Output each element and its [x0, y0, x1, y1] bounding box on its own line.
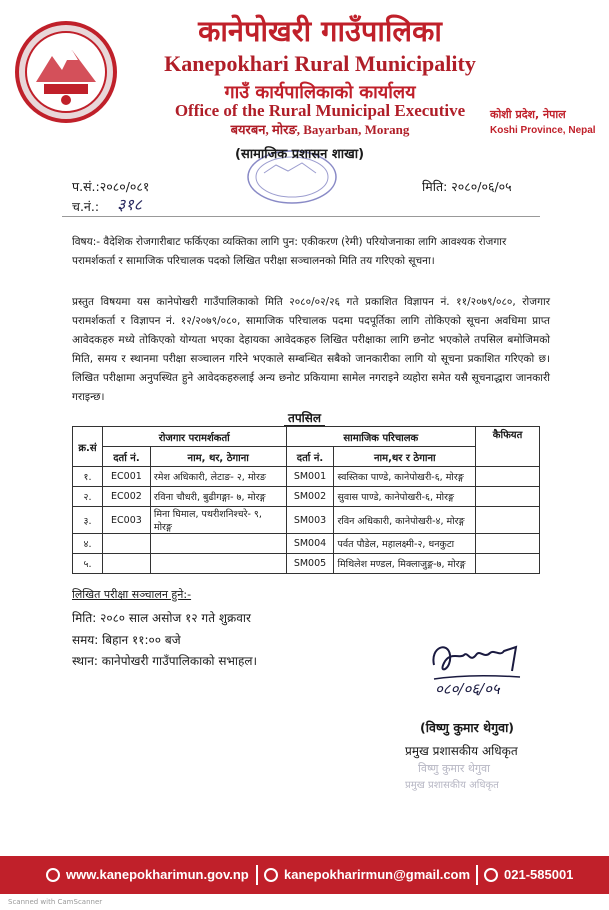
row-name2: पर्वत पौडेल, महालक्ष्मी-२, धनकुटा — [334, 534, 476, 554]
candidates-table — [72, 426, 540, 574]
mail-icon — [264, 868, 278, 882]
table-row — [73, 487, 540, 507]
row-reg2: SM003 — [286, 507, 334, 534]
row-name1 — [150, 554, 286, 574]
header-name-address: नाम, थर, ठेगाना — [150, 447, 286, 467]
phone-text: 021-585001 — [504, 867, 574, 882]
row-name2: स्वस्तिका पाण्डे, कानेपोखरी-६, मोरङ्ग — [334, 467, 476, 487]
office-name-nepali: गाउँ कार्यपालिकाको कार्यालय — [224, 82, 416, 103]
header-social-mobilizer: सामाजिक परिचालक — [286, 427, 476, 447]
row-reg1: EC001 — [102, 467, 150, 487]
header-employment-counselor: रोजगार परामर्शकर्ता — [102, 427, 286, 447]
row-name2: रविन अधिकारी, कानेपोखरी-४, मोरङ्ग — [334, 507, 476, 534]
exam-date: मिति: २०८० साल असोज १२ गते शुक्रवार — [72, 611, 251, 625]
row-remarks — [476, 487, 540, 507]
row-remarks — [476, 507, 540, 534]
table-row — [73, 534, 540, 554]
signatory-stamp-name: विष्णु कुमार थेगुवा — [418, 762, 491, 775]
row-reg1: EC003 — [102, 507, 150, 534]
row-name2: मिथिलेश मण्डल, मिक्लाजुङ्ग-७, मोरङ्ग — [334, 554, 476, 574]
notice-body: प्रस्तुत विषयमा यस कानेपोखरी गाउँपालिकाको मिति २०८०/०२/२६ गते प्रकाशित विज्ञापन नं. ११/२०७९/०८०, रोजगार परामर्शकर्ता र विज्ञापन नं. १२/२०७९/०८०, सामाजिक परिचालक पदमा पदपूर्तिका लागि तोकिएको सूचना अवधिमा प्राप्त आवेदकहरु मध्ये तोकिएको योग्यता भएका देहायका आवेदकहरु लिखित परीक्षाका लागि छनोट भएकोले तपसिल बमोजिमको मिति, समय र स्थानमा परीक्षा सञ्चालन गरिने भएकाले सम्बन्धित सबैको जानकारीका लागि यो सूचना प्रकाशित गरिएको छ। लिखित परीक्षामा अनुपस्थित हुने आवेदकहरुलाई अन्य छनोट प्रकियामा सामेल नगराइने व्यहोरा समेत यसै सूचनाद्धारा जानकारी गराइन्छ। — [72, 296, 550, 403]
municipality-emblem — [14, 20, 118, 124]
row-reg1 — [102, 534, 150, 554]
globe-icon — [46, 868, 60, 882]
row-sn: ३. — [73, 507, 103, 534]
exam-time: समय: बिहान ११:०० बजे — [72, 633, 181, 647]
table-row — [73, 507, 540, 534]
row-sn: १. — [73, 467, 103, 487]
signatory-role: प्रमुख प्रशासकीय अधिकृत — [405, 744, 518, 758]
subject: विषय:- वैदेशिक रोजगारीबाट फर्किएका व्यक्तिका लागि पुन: एकीकरण (रेमी) परियोजनाका लागि आवश्यक रोजगार परामर्शकर्ता र सामाजिक परिचालक पदको लिखित परीक्षा सञ्चालनको मिति तय गरिएको सूचना। — [72, 236, 507, 267]
header-remarks: कैफियत — [476, 427, 540, 467]
website-text: www.kanepokharimun.gov.np — [66, 867, 249, 882]
exam-schedule-title: लिखित परीक्षा सञ्चालन हुने:- — [72, 588, 192, 601]
row-remarks — [476, 534, 540, 554]
dispatch-number-label: च.नं.: — [72, 199, 100, 214]
dispatch-number-handwritten: ३१८ — [117, 195, 142, 214]
table-heading: तपसिल — [287, 411, 321, 425]
signature-date: ०८०/०६/०५ — [435, 680, 500, 698]
row-name2: सुवास पाण्डे, कानेपोखरी-६, मोरङ्ग — [334, 487, 476, 507]
row-remarks — [476, 554, 540, 574]
signatory-name: (विष्णु कुमार थेगुवा) — [420, 720, 515, 735]
row-sn: ४. — [73, 534, 103, 554]
footer-website[interactable] — [46, 867, 249, 882]
row-reg2: SM002 — [286, 487, 334, 507]
row-reg1: EC002 — [102, 487, 150, 507]
divider — [62, 216, 540, 217]
exam-venue: स्थान: कानेपोखरी गाउँपालिकाको सभाहल। — [72, 654, 258, 668]
row-reg1 — [102, 554, 150, 574]
municipality-name-nepali: कानेपोखरी गाउँपालिका — [198, 14, 442, 48]
row-sn: २. — [73, 487, 103, 507]
row-reg2: SM005 — [286, 554, 334, 574]
table-row — [73, 554, 540, 574]
header-name-address: नाम,थर र ठेगाना — [334, 447, 476, 467]
row-name1: मिना घिमाल, पथरीशनिश्चरे- ९, मोरङ्ग — [150, 507, 286, 534]
phone-icon — [484, 868, 498, 882]
header-sn: क्र.सं — [73, 427, 103, 467]
footer-email[interactable] — [264, 867, 470, 882]
row-name1: रमेश अधिकारी, लेटाङ- २, मोरङ — [150, 467, 286, 487]
footer-separator — [476, 865, 478, 885]
row-remarks — [476, 467, 540, 487]
letter-date: मिति: २०८०/०६/०५ — [422, 179, 512, 194]
row-reg2: SM001 — [286, 467, 334, 487]
row-reg2: SM004 — [286, 534, 334, 554]
office-address: बयरबन, मोरङ, Bayarban, Morang — [230, 122, 410, 137]
municipality-name-english: Kanepokhari Rural Municipality — [164, 51, 476, 76]
email-text: kanepokharirmun@gmail.com — [284, 867, 471, 882]
header-reg-no: दर्ता नं. — [286, 447, 334, 467]
footer-phone[interactable] — [484, 867, 573, 882]
header-reg-no: दर्ता नं. — [102, 447, 150, 467]
row-name1 — [150, 534, 286, 554]
row-sn: ५. — [73, 554, 103, 574]
signatory-stamp-role: प्रमुख प्रशासकीय अधिकृत — [405, 780, 499, 791]
row-name1: रविना चौधरी, बुढीगङ्गा- ७, मोरङ्ग — [150, 487, 286, 507]
scanner-watermark: Scanned with CamScanner — [8, 898, 103, 906]
section-name: (सामाजिक प्रशासन शाखा) — [235, 147, 365, 162]
footer-bar — [0, 856, 609, 894]
table-row — [73, 467, 540, 487]
footer-separator — [256, 865, 258, 885]
letter-number: प.सं.:२०८०/०८१ — [72, 179, 150, 194]
province-nepali: कोशी प्रदेश, नेपाल — [490, 108, 566, 121]
office-name-english: Office of the Rural Municipal Executive — [174, 101, 466, 120]
province-english: Koshi Province, Nepal — [490, 125, 596, 136]
